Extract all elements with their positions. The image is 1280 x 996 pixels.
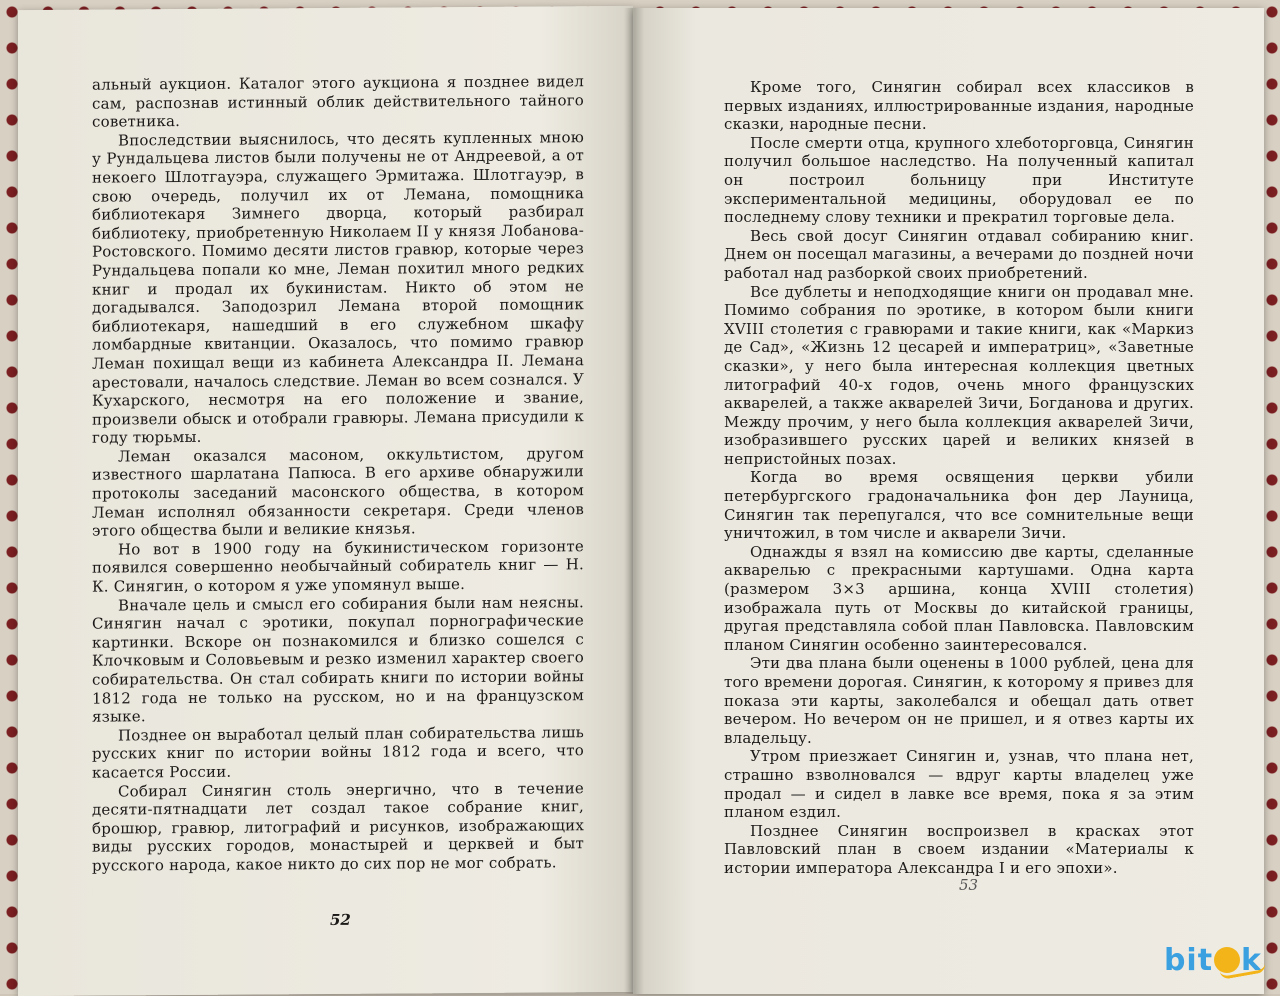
watermark-suffix: k [1241, 943, 1262, 978]
paragraph: Впоследствии выяснилось, что десять купленных мною у Рундальцева листов были получены не от Андреевой, а от некоего Шлотгауэра, служащего Эрмитажа. Шлотгауэр, в свою очередь, получил их от Лемана, помощника библиотекаря Зимнего дворца, который разбирал библиотеку, приобретенную Николаем II у князя Лобанова-Ростовского. Помимо десяти листов гравюр, которые через Рундальцева попали ко мне, Леман похитил много редких книг и продал их букинистам. Никто об этом не догадывался. Заподозрил Лемана второй помощник библиотекаря, нашедший в его служебном шкафу ломбардные квитанции. Оказалось, что помимо гравюр Леман похищал вещи из кабинета Александра II. Лемана арестовали, началось следствие. Леман во всем сознался. У Кухарского, несмотря на его положение и звание, произвели обыск и отобрали гравюры. Лемана присудили к году тюрьмы. [92, 127, 584, 447]
paragraph: Когда во время освящения церкви убили петербургского градоначальника фон дер Лауница, Синягин так перепугался, что все сомнительные вещи уничтожил, в том числе и акварели Зичи. [724, 468, 1194, 543]
open-book [18, 8, 1264, 994]
paragraph: Позднее он выработал целый план собирательства лишь русских книг по истории войны 1812 года и всего, что касается России. [92, 722, 584, 782]
site-watermark-logo [1164, 943, 1262, 978]
page-number: 53 [959, 876, 979, 894]
paragraph: Но вот в 1900 году на букинистическом горизонте появился совершенно необычайный собиратель книг — Н. К. Синягин, о котором я уже упомянул выше. [92, 537, 584, 596]
paragraph: Леман оказался масоном, оккультистом, другом известного шарлатана Папюса. В его архиве обнаружили протоколы заседаний масонского общества, в котором Леман исполнял обязанности секретаря. Среди членов этого общества были и великие князья. [92, 444, 584, 540]
watermark-prefix: bit [1163, 943, 1214, 978]
paragraph: Вначале цель и смысл его собирания были нам неясны. Синягин начал с эротики, покупал порнографические картинки. Вскоре он познакомился и близко сошелся с Клочковым и Соловьевым и резко изменил характер своего собирательства. Он стал собирать книги по истории войны 1812 года не только на русском, но и на французском языке. [92, 592, 584, 726]
paragraph: После смерти отца, крупного хлеботорговца, Синягин получил большое наследство. На полученный капитал он построил больницу при Институте экспериментальной медицины, оборудовал ее по последнему слову техники и прекратил торговые дела. [724, 133, 1194, 227]
paragraph: Позднее Синягин воспроизвел в красках этот Павловский план в своем издании «Материалы к истории императора Александра I и его эпохи». [724, 821, 1194, 877]
book-spine [624, 8, 644, 994]
paragraph: Все дублеты и неподходящие книги он продавал мне. Помимо собрания по эротике, в котором были книги XVIII столетия с гравюрами и такие книги, как «Маркиз де Сад», «Жизнь 12 цесарей и императриц», «Заветные сказки», у него была интересная коллекция цветных литографий 40-х годов, очень много французских акварелей, а также акварелей Зичи, Богданова и других. Между прочим, у него была коллекция акварелей Зичи, изобразившего русских царей и великих князей в непристойных позах. [724, 282, 1194, 468]
right-page-text [724, 78, 1194, 878]
paragraph: альный аукцион. Каталог этого аукциона я позднее видел сам, распознав истинный облик действительного тайного советника. [92, 72, 584, 131]
paragraph: Кроме того, Синягин собирал всех классиков в первых изданиях, иллюстрированные издания, народные сказки, народные песни. [724, 78, 1194, 134]
paragraph: Однажды я взял на комиссию две карты, сделанные акварелью с прекрасными картушами. Одна карта (размером 3×3 аршина, конца XVIII столетия) изображала путь от Москвы до китайской границы, другая представляла собой план Павловска. Павловским планом Синягин особенно заинтересовался. [724, 542, 1194, 654]
left-page [18, 6, 633, 996]
paragraph: Эти два плана были оценены в 1000 рублей, цена для того времени дорогая. Синягин, к которому я привез для показа эти карты, заколебался и обещал дать ответ вечером. Но вечером он не пришел, и я отвез карты их владельцу. [724, 654, 1194, 747]
page-number: 52 [330, 910, 351, 929]
left-page-text [92, 72, 584, 875]
paragraph: Собирал Синягин столь энергично, что в течение десяти-пятнадцати лет создал такое собрание книг, брошюр, гравюр, литографий и рисунков, изображающих виды русских городов, монастырей и церквей и быт русского народа, какое никто до сих пор не мог собрать. [92, 778, 584, 875]
paragraph: Утром приезжает Синягин и, узнав, что плана нет, страшно взволновался — вдруг карты владелец уже продал — и сидел в лавке все время, пока я за этим планом ездил. [724, 747, 1194, 822]
right-page [633, 8, 1264, 994]
paragraph: Весь свой досуг Синягин отдавал собиранию книг. Днем он посещал магазины, а вечерами до поздней ночи работал над разборкой своих приобретений. [724, 226, 1194, 282]
